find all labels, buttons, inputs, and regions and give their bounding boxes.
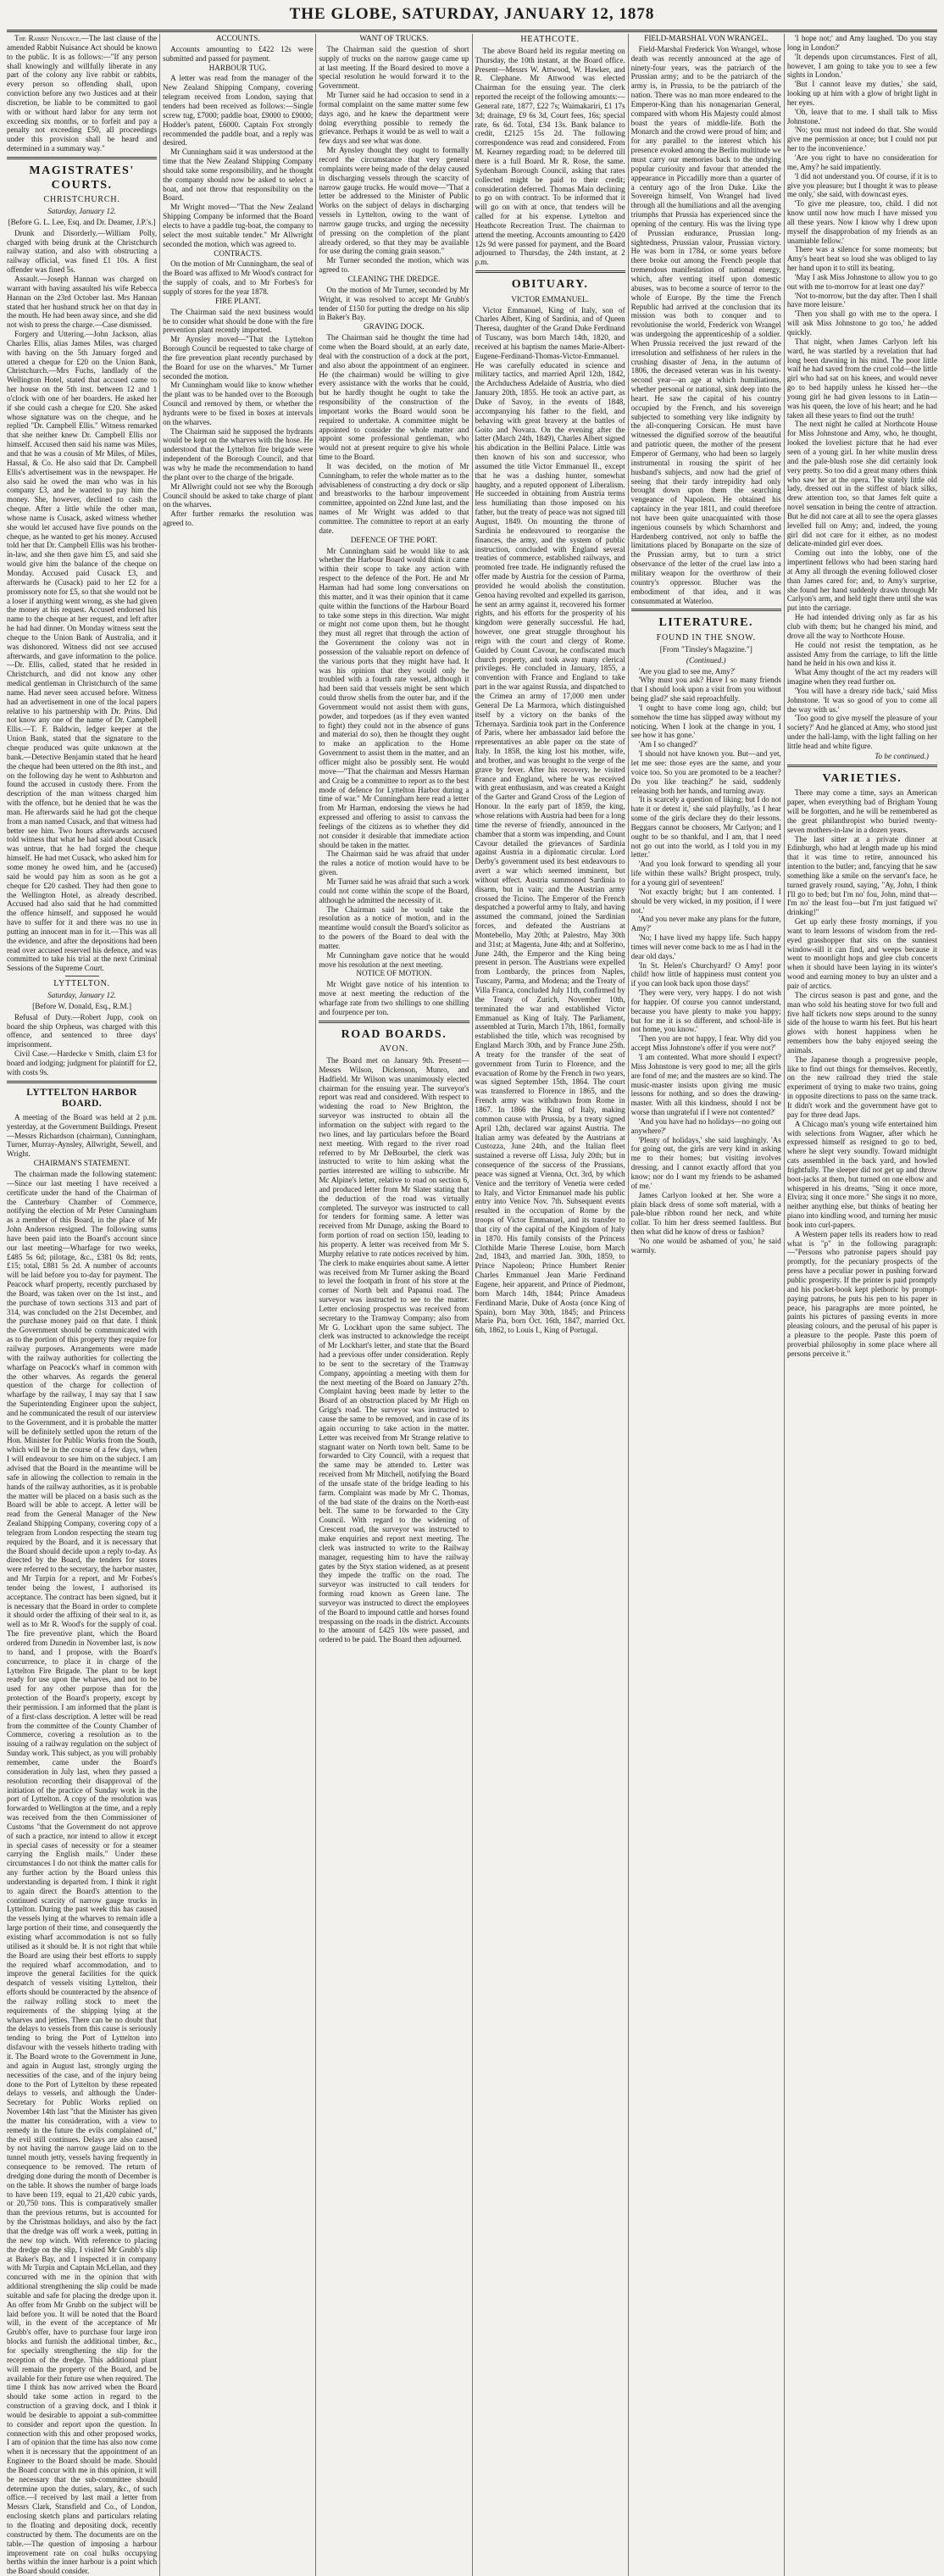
masthead: THE GLOBE, SATURDAY, JANUARY 12, 1878 <box>289 5 655 23</box>
separator <box>319 1021 469 1023</box>
to-be-continued: To be continued.) <box>875 751 929 760</box>
story-paragraph: 'I did not understand you. Of course, if it is to give you pleasure; but I thought it was to please me only,' she said, with downcast eyes. <box>786 171 937 199</box>
obituary-heading: OBITUARY. <box>511 278 589 292</box>
heathcote-paragraph: The above Board held its regular meeting on Thursday, the 10th instant, at the Board office. Present—Messrs W. Attwood, W. Hawker, and R. Clephane. Mr Attwood was elected Chairman for the ensuing year. The clerk reported the receipt of the following amounts:—General rate, 1877, £22 7s; Waimakariri, £1 17s 3d; drainage, £9 6s 3d, Court fees, 16s; special rate, 6s 6d. Total, £34 13s. Bank balance to credit, £2125 15s 2d. The following correspondence was read and considered. From M. Kearney regarding road; to be deferred till there is a full Board. Mr R. Rose, the same. Sydenham Borough Council, asking that rates collected might be paid to their credit; consideration deferred. Thomas Main declining to go on with contract. To be informed that it will go on with at once, that tenders will be called for at his expense. Lyttelton and Heathcote Recreation Trust. The chairman to attend the meeting. Accounts amounting to £420 12s 9d were passed for payment, and the Board adjourned to Thursday, the 24th instant, at 2 p.m. <box>475 46 625 267</box>
story-source: [From "Tinsley's Magazine."] <box>659 644 752 654</box>
story-paragraph: 'Why must you ask? Have I so many friends that I should look upon a visit from you without being glad?' she said reproachfully. <box>630 676 781 704</box>
fire-paragraph: The Chairman said he supposed the hydrants would be kept on the wharves with the hose. He understood that the Lyttelton fire brigade were independent of the Borough Council, and that was why he made the recommendation to hand the plant over to the charge of the brigade. <box>163 426 314 481</box>
story-paragraph: 'Not exactly bright; but I am contented. I should be very wicked, in my position, if I were not.' <box>630 887 781 915</box>
cleaning-dredge-heading: CLEANING THE DREDGE. <box>347 274 441 283</box>
column-5 <box>631 34 781 2576</box>
fire-paragraph: Mr Allwright could not see why the Borough Council should be asked to take charge of plant on the wharves. <box>163 481 314 509</box>
story-paragraph: 'In St. Helen's Churchyard? O Amy! poor child! how little of happiness must content you if you can look back upon those days!' <box>630 960 781 988</box>
harbor-board-heading: LYTTELTON HARBOR BOARD. <box>26 1087 137 1110</box>
wrangel-heading: FIELD-MARSHAL VON WRANGEL. <box>644 34 769 42</box>
story-paragraph: 'I hope not;' and Amy laughed. 'Do you stay long in London?' <box>786 34 937 52</box>
harbor-statement: The chairman made the following statement:—Since our last meeting I have received a certificate under the hand of the Chairman of the Canterbury Chamber of Commerce, notifying the election of Mr Peter Cunningham as a member of this Board, in the place of Mr John Anderson resigned. The following sums have been paid into the Board's account since our last meeting—Wharfage for two weeks, £485 5s 6d; pilotage, &c., £381 0s 8d; rents, £15; total, £881 5s 2d. A number of accounts will be laid before you to-day for payment. The Peacock wharf property, recently purchased by the Board, was taken over on the 1st inst., and the purchase of town sections 313 and part of 314, was concluded on the 21st December, and the purchase money paid on that date. I think the Government should be communicated with as to the portion of this property they require for railway purposes. Arrangements were made with the railway authorities for collecting the wharfage on Peacock's wharf in common with the other wharves. As regards the general question of the charge for collection of wharfage by the railway, I may say that I saw the Superintending Engineer upon the subject, and he communicated the result of our interview to the Government, and it is probable the matter will be definitely settled upon the return of the Hon. Minister for Public Works from the South, which will be in the course of a few days, when I will endeavour to see him on the subject. I am advised that the Board in the meantime will be safe in allowing the collection to remain in the hands of the railway authorities, as it is probable the matter will be placed on a basis such as the Board will be able to accept. A letter will be read from the General Manager of the New Zealand Shipping Company, covering copy of a telegram from London respecting the steam tug required by the Board, and it is necessary that the Board should decide upon a reply to-day. As directed by the Board, the tenders for stores were referred to the secretary, the harbor master, and Mr Turpin for a report, and Mr Forbes's tender being the lowest, I authorised its acceptance. The contract has been signed, but it is necessary that the Board in order to complete it should order the affixing of their seal to it, as well as to Mr R. Wood's for the supply of coal. The fire preventive plant, which the Board ordered from Dunedin in November last, is now to hand, and I propose, with the Board's concurrence, to place it in charge of the Lyttelton Fire Brigade. The plant to be kept ready for use upon the wharves, and not to be used for any other purpose than for the protection of the Board's property, except by their permission. I am informed that the plant is of a first-class description. A letter will be read from the committee of the County Chamber of Commerce, covering a resolution as to the issuing of a railway regulation on the subject of Sunday work. This subject, as you will probably remember, came under the Board's consideration in July last, when they passed a resolution recording their disapproval of the initiation of the practice of Sunday work in the port of Lyttelton. A copy of the resolution was forwarded to Wellington at the time, and a reply was received from the then Commissioner of Customs "that the Government do not approve of such a practice, nor intend to allow it except in special cases of necessity or for a steamer carrying the English mails." Under these circumstances I do not think the matter calls for any further action by the Board unless this understanding is departed from. I think it right to again direct the Board's attention to the continued scarcity of narrow gauge trucks in Lyttelton. During the past week this has caused the vessels lying at the wharves to remain idle a large portion of their time, and consequently the existing wharf accommodation is not so fully utilised as it should be. It is not right that while the Board are using their best efforts to supply the required wharf accommodation, and to improve the general facilities for the quick despatch of vessels visiting Lyttelton, their efforts should be counteracted by the absence of the railway rolling stock to meet the requirements of the shipping lying at the wharves and jetties. There can be no doubt that the delays to vessels from this cause is seriously tending to bring the Port of Lyttelton into disfavour with the vessels hitherto trading with it. The Board wrote to the Government in June, and again in August last, strongly urging the necessities of the case, and of the injury being done to the Port of Lyttelton by these repeated delays to vessels, and although the Under-Secretary for Public Works replied on November 14th last "that the Minister has given the matter his consideration, with a view to remedy in the future the evils complained of," the evil still continues. Delays are also caused by not having the narrow gauge laid on to the tunnel mouth jetty, vessels having frequently in consequence to be removed. The return of dredging done during the month of December is on the table. It shows the number of barge loads to have been 119, equal to 21,420 cubic yards, or 20,750 tons. This is comparatively smaller than the previous returns, but is accounted for by the Christmas holidays, and also by the fact that the dredge was off work a week, putting in the new top winch. With reference to placing the dredge on the slip, I visited Mr Grubb's slip at Baker's Bay, and I inspected it in company with Mr Turpin and Captain McLellan, and they concurred with me in the opinion that with additional strengthening the slip could be made suitable and safe for placing the dredge upon it. An offer from Mr Grubb on the subject will be laid before you. It will be noted that the Board will, in the event of the acceptance of Mr Grubb's offer, have to purchase four large iron blocks and furnish the additional timber, &c., for specially strengthening the slip for the reception of the dredge. This additional plant will remain the property of the Board, and be available for their future use when required. The time I think has now arrived when the Board should take some action in regard to the construction of a graving dock, and I think it would be desirable to appoint a sub-committee to consider and report upon the question. In connection with this and other proposed works, I am of opinion that the time has also now come when it is necessary that the appointment of an Engineer to the Board should be made. Should the Board concur with me in this opinion, it will be necessary that the sub-committee should determine upon the duties, salary, &c., of such office.—I received by last mail a letter from Messrs Clark, Stansfield and Co., of London, enclosing sketch plans and particulars relating to the floating and depositing dock, recently constructed by them. The documents are on the table.—The question of imposing a harbour improvement rate on coal hulks occupying berths within the inner harbour is a point which the Board should consider. <box>7 1169 158 2576</box>
fire-paragraph: The Chairman said the next business would be to consider what should be done with the fire prevention plant recently imported. <box>163 307 314 335</box>
newspaper-columns <box>7 34 937 2576</box>
story-paragraph: 'Not to-morrow, but the day after. Then I shall have more leisure.' <box>786 291 937 309</box>
story-paragraph: 'Oh, leave that to me. I shall talk to Miss Johnstone.' <box>786 107 937 125</box>
tug-paragraph: Mr Wright moved—"That the New Zealand Shipping Company be informed that the Board elects to have a paddle tug-boat, the company to select the most suitable tender." Mr Allwright seconded the motion, which was agreed to. <box>163 203 314 248</box>
dredge-paragraph: On the motion of Mr Turner, seconded by Mr Wright, it was resolved to accept Mr Grubb's tender of £150 for putting the dredge on his slip in Baker's Bay. <box>319 285 469 322</box>
avon-paragraph: The Board met on January 9th. Present—Messrs Wilson, Dickenson, Munro, and Hadfield. Mr Wilson was unanimously elected chairman for the ensuing year. The surveyor's report was read and considered. With respect to widening the road to New Brighton, the surveyor was instructed to obtain all the information on the subject with regard to the two lines, and lay particulars before the Board next meeting. With regard to the river road referred to by Mr DeBourbel, the clerk was instructed to write to him asking what the parties interested are willing to subscribe. Mr Mc Alpine's letter, relative to road on section 6, and produced letter from Mr Slater stating that the deduction of the road was virtually completed. The surveyor was instructed to call for tenders for forming same. A letter was received from Mr Dunage, asking the Board to form portion of road on section 150, leading to his property. A letter was received from Mr S. Murphy relative to rate notices received by him. The clerk to make enquiries about same. A letter was received from Mr Turner asking the Board to level the footpath in front of his store at the corner of North belt and Papanui road. The surveyor was instructed to see to the matter. Letter enclosing prospectus was received from secretary to the Tramway Company; also from Mr G. Lockhart upon the same subject. The clerk was instructed to acknowledge the receipt of Mr Lockhart's letter, and state that the Board had a previous offer under consideration. Reply to be sent to the secretary of the Tramway Company, appointing a meeting with them for the next meeting of the Board on January 27th. Complaint having been made by letter to the Board of an obstruction placed by Mr High on Grigg's road. The surveyor was instructed to cause the same to be removed, and in case of its again occurring to take action in the matter. Letter was received from Mr Strange relative to stagnant water on North town belt. Same to be forwarded to City Council, with a request that the same may be attended to. Letter was received from Mr Mitchell, notifying the Board of the unsafe state of the bridge leading to his farm. Complaint was made by Mr C. Thomas, of the bad state of the drains on the North-east belt. The same to be forwarded to the City Council. With regard to the widening of Crescent road, the surveyor was instructed to make enquiries and report next meeting. The clerk was instructed to write to the Railway manager, requesting him to have the railway gates by the Styx station widened, as at present they impede the traffic on the road. The surveyor was instructed to call tenders for forming road known as Green lane. The surveyor was instructed to direct the employees of the Board to impound cattle and horses found trespassing on the roads in the district. Accounts to the amount of £425 10s were passed, and ordered to be paid. The Board then adjourned. <box>319 1056 469 1644</box>
chairmans-statement-heading: CHAIRMAN'S STATEMENT. <box>33 1159 130 1168</box>
story-paragraph: 'Are you glad to see me, Amy?' <box>638 666 736 676</box>
lyttelton-subheading: LYTTELTON. <box>53 979 110 989</box>
trucks-paragraph: The Chairman said the question of short supply of trucks on the narrow gauge came up at last meeting. If the Board desired to move a special resolution he would forward it to the Government. <box>319 44 469 91</box>
story-paragraph: There was a silence for some moments; but Amy's heart beat so loud she was obliged to lay her hand upon it to still its beating. <box>786 245 937 273</box>
obituary-paragraph: Victor Emmanuel, King of Italy, son of Charles Albert, King of Sardinia, and of Queen Theresa, daughter of the Grand Duke Ferdinand of Tuscany, was born March 14th, 1820, and received at his baptism the names Marie-Albert-Eugene-Ferdinand-Thomas-Victor-Emmanuel. He was carefully educated in science and military tactics, and married April 12th, 1842, the Archduchess Adelaide of Austria, who died January 20th, 1855. He took an active part, as Duke of Savoy, in the events of 1848, accompanying his father to the field, and behaving with great bravery at the battles of Goito and Novara. On the evening after the latter (March 24th, 1849), Charles Albert signed his abdication in the Bellini Palace. Little was then known of his son and successor, who assumed the title Victor Emmanuel II., except that he was a dashing hunter, somewhat haughty, and a reputed opponent of Liberalism. He succeeded in obtaining from Austria terms less humiliating than those imposed on his father, but the treaty of peace was not signed till August, 1849. On mounting the throne of Sardinia he endeavoured to reorganise the finances, the army, and the system of public instruction, concluded with England several treaties of commerce, established railways, and promoted free trade. He indignantly refused the offer made by Austria for the cession of Parma, provided he would abolish the constitution. Genoa having revolted and expelled its garrison, he sent an army against it, recovered his former rights, and his efforts for the prosperity of his kingdom were generally successful. He had, however, one great struggle throughout his reign with the court and clergy of Rome. Guided by Count Cavour, he confiscated much church property, and took away many clerical privileges. He concluded in January, 1855, a convention with France and England to take part in the war against Russia, and dispatched to the Crimea an army of 17,000 men under General De La Marmora, which distinguished itself by a victory on the banks of the Tchernaya. Sardinia took part in the Conference of Paris, where her ambassador laid before the representatives an able paper on the state of Italy. In 1858, the king lost his mother, wife, and brother, and was brought to the verge of the grave by fever. After his recovery, he visited France and England, where he was received with great enthusiasm, and was created a Knight of the Garter and Grand Cross of the Legion of Honour. In the early part of 1859, the king, whose relations with Austria had been for a long time the reverse of friendly, announced in the chamber that a storm was impending, and Count Cavour detailed the grievances of Sardinia against Austria in a diplomatic circular. Lord Derby's government used its best endeavours to avert a war which seemed imminent, but without effect. Austria summoned Sardinia to disarm, but in vain; and the Austrian army crossed the Ticino. The Emperor of the French despatched a powerful army to Italy, and having assumed the command, joined the Sardinian forces, and defeated the Austrians at Montebello, May 20th; at Palestro, May 30th and 31st; at Magenta, June 4th; and at Solferino, June 24th, the Emperor and the King being present in person. The Austrians were expelled from Lombardy, the princes from Naples, Tuscany, Parma, and Modena; and the Treaty of Villa Franca, concluded July 11th, confirmed by the Treaty of Zurich, November 10th, terminated the war and established Victor Emmanuel as King of Italy. The Parliament, assembled at Turin, March 17th, 1861, formally established the title, which was recognised by England March 30th, and by France June 25th. A treaty for the transfer of the seat of government from Turin to Florence, and the evacuation of Rome by the French in two years, was signed September 15th, 1864. The court was transferred to Florence in 1865, and the French army was withdrawn from Rome in 1867. In 1866 the King of Italy, making common cause with Prussia, by a treaty signed April 12th, declared war against Austria. The Italian army was defeated by the Austrians at Custozza, June 24th, and the Italian fleet sustained a reverse off Lissa, July 20th; but in consequence of the success of the Prussians, peace was signed at Vienna, Oct. 3rd, by which Venice and the territory of Venetia were ceded to Italy, and Victor Emmanuel made his public entry into Venice Nov. 7th. Subsequent events resulted in the occupation of Rome by the troops of Victor Emmanuel, and its transfer to that city of the capital of the Kingdom of Italy in 1870. His family consists of the Princess Clothilde Marie Therese Louise, born March 2nd, 1843, and married Jan. 30th, 1859, to Prince Napoleon; Prince Humbert Renier Charles Emmanuel Jean Marie Ferdinand Eugene, heir apparent, and Prince of Piedmont, born March 14th, 1844; Prince Amadeus Ferdinand Marie, Duke of Aosta (once King of Spain), born May 30th, 1845; and Princess Marie Pia, born Oct. 16th, 1847, married Oct. 6th, 1862, to Louis I., King of Portugal. <box>475 305 625 1335</box>
story-paragraph: 'I am contented. What more should I expect? Miss Johnstone is very good to me; all the girls are fond of me; and the masters are so kind. The music-master insists upon giving me music lessons for nothing, and so does the drawing-master. With all this kindness, should I not be worse than ungrateful if I were not contented?' <box>630 1053 781 1117</box>
accounts-heading: ACCOUNTS. <box>215 34 260 42</box>
christchurch-subheading: CHRISTCHURCH. <box>43 195 120 205</box>
story-paragraph: 'But I cannot leave my duties,' she said, looking up at him with a glow of bright light in her eyes. <box>786 80 937 107</box>
fire-paragraph: Mr Aynsley moved—"That the Lyttelton Borough Council be requested to take charge of the fire prevention plant recently purchased by the Board for use on the wharves." Mr Turner seconded the motion. <box>163 335 314 381</box>
column-2 <box>163 34 313 2576</box>
literature-heading: LITERATURE. <box>658 616 754 630</box>
column-3 <box>319 34 469 2576</box>
court-paragraph: Forgery and Uttering.—John Jackson, alias Charles Ellis, alias James Miles, was charged with having on the 5th January forged and uttered a cheque for £20 on the Union Bank, Christchurch.—Mrs Fuchs, landlady of the Wellington Hotel, stated that accused came to her house on the 5th inst. between 12 and 1 o'clock with one of her boarders. He asked her if she could cash a cheque for £20. She asked whose signature was on the cheque, and he replied "Dr. Campbell Ellis." Witness remarked that she neither knew Dr. Campbell Ellis nor himself. Accused then said his name was Miles, and that he was a cousin of Mr Miles, of Miles, Hassal, & Co. He also said that Dr. Campbell Ellis's advertisement was in the newspaper. He also said he owed the man who was in his company £3, and he wanted to pay him the money. She, however, declined to cash the cheque. After a little while the other man, whose name is Cusack, asked witness whether she would let accused have five pounds on the cheque, as he wanted to get his money. Accused told her that Dr. Campbell Ellis was his brother-in-law, and she then gave him £5, and said she would give him the balance of the cheque on Monday. Accused paid Cusack £3, and afterwards he (Cusack) paid to her £2 for a promissory note for £5, so that she would not be a loser if anything went wrong, as she had given the money at his request. Accused endorsed his name to the cheque at her request, and left after he had had dinner. On Monday witness sent the cheque to the Union Bank of Australia, and it was dishonored. Witness did not see accused afterwards, and gave information to the police.—Dr. Ellis, called, stated that he resided in Christchurch, and did not know any other medical gentleman in Christchurch of the same name. Had never seen accused before. Witness had an advertisement in one of the local papers relative to his partnership with Dr. Prins. Did not know any one of the name of Dr. Campbell Ellis.—T. F. Baldwin, ledger keeper at the Union Bank, stated that the signature to the cheque produced was quite unknown at the bank.—Detective Benjamin stated that he heard the cheque had been uttered on the 8th inst., and on the following day he went to Ashburton and found the accused in custody there. From the description of the man witness charged him with the offence, but he denied that he was the man. He afterwards said he had got the cheque from a man named Cusack, and that witness had better see him. Two hours afterwards accused told witness that what he had said about Cusack was untrue, that he had forged the cheque himself. He had met Cusack, who asked him for some money he owed him, and he (accused) said he would pay him as soon as he got a cheque for £20 cashed. They had then gone to the Wellington Hotel, as already described. Accused had also said that he had committed the offence himself, and supposed he would have to suffer for it and there was no use in putting an innocent man in for it.—This was all the evidence, and after the depositions had been read over accused reserved his defence, and was committed to take his trial at the next Criminal Sessions of the Supreme Court. <box>7 330 158 973</box>
story-paragraph: 'They were very, very happy. I do not wish for happier. Of course you cannot understand, because you have plenty to make you happy; but for me it is so different, and school-life is not home, you know.' <box>630 988 781 1034</box>
story-paragraph: He had intended driving only as far as his club with them; but he changed his mind, and drove all the way to Northcote House. <box>786 613 937 640</box>
accounts-paragraph: Accounts amounting to £422 12s were submitted and passed for payment. <box>163 44 314 63</box>
defence-paragraph: Mr Turner said he was afraid that such a work could not come within the scope of the Board, although he admitted the necessity of it. <box>319 876 469 904</box>
fire-paragraph: Mr Cunningham would like to know whether the plant was to be handed over to the Borough Council and removed by them, or whether the hydrants were to be fixed in boxes at intervals on the wharves. <box>163 381 314 426</box>
rabbit-nuisance-paragraph <box>7 34 157 153</box>
court-paragraph: Civil Case.—Hardecke v Smith, claim £3 for board and lodging; judgment for plaintiff for £2, with costs 9s. <box>7 1049 158 1077</box>
story-paragraph: 'No; I have lived my happy life. Such happy times will never come back to me as I had in the dear old days.' <box>630 933 781 960</box>
magistrates-heading: MAGISTRATES' COURTS. <box>29 164 135 192</box>
story-paragraph: The next night he called at Northcote House for Miss Johnstone and Amy, who, he thought, looked the loveliest picture that he had ever seen of a young girl. In her white muslin dress and the pale-blush rose she did certainly look very pretty. So too did a great many others think who saw her at the opera. The stately little old lady, dressed out in the stiffest of black silks, drew attention too, so that James felt quite a novel sensation in being the centre of attraction. But he did not care at all to see the opera glasses levelled full on Amy; and, indeed, the young girl did not care for it either, as no modest delicate-minded girl ever does. <box>786 420 937 548</box>
fire-plant-heading: FIRE PLANT. <box>215 296 261 305</box>
variety-paragraph: Get up early these frosty mornings, if you want to learn lessons of wisdom from the red-eyed grasshopper that sits on the sunniest window-sill it can find, and weeps because it went to moonlight hops and glee club concerts when it should have been laying in its winter's wood and earning money to buy an ulster and a pair of arctics. <box>786 917 937 990</box>
fire-paragraph: After further remarks the resolution was agreed to. <box>163 509 314 528</box>
defence-paragraph: Mr Cunningham gave notice that he would move his resolution at the next meeting. <box>319 950 469 969</box>
story-paragraph: 'Then you are not happy, I fear. Why did you accept Miss Johnstone's offer if you were not?' <box>630 1034 781 1053</box>
trucks-paragraph: Mr Turner said he had occasion to send in a formal complaint on the same matter some few days ago, and he knew the department were doing everything possible to remedy the grievance. Perhaps it would be as well to wait a few days and see what was done. <box>319 91 469 146</box>
story-paragraph: 'You will have a dreary ride back,' said Miss Johnstone. 'It was so good of you to come all the way with us.' <box>786 686 937 714</box>
separator <box>631 609 781 611</box>
story-paragraph: 'May I ask Miss Johnstone to allow you to go out with me to-morrow for at least one day?' <box>786 272 937 291</box>
lyttelton-date: Saturday, January 12. <box>47 990 116 999</box>
lyttelton-bench: [Before W. Donald, Esq., R.M.] <box>32 1001 132 1010</box>
variety-paragraph: There may come a time, says an American paper, when everything bad of Brigham Young will be forgotten, and he will be remembered as the great philanthropist who buried twenty-seven mothers-in-law in a dozen years. <box>786 788 937 834</box>
masthead-rule <box>7 30 937 31</box>
defence-heading: DEFENCE OF THE PORT. <box>350 535 438 544</box>
story-paragraph: 'It is scarcely a question of liking; but I do not hate it or detest it,' she said playfully, 'as I hear some of the girls declare they do their lessons. Beggars cannot be choosers, Mr Carlyon; and I ought to be so thankful, and I am, that I need not go out into the world, as I told you in my letter.' <box>630 795 781 860</box>
story-continued: (Continued.) <box>686 655 726 665</box>
story-paragraph: He could not resist the temptation, as he assisted Amy from the carriage, to lift the little hand he held in his own and kiss it. <box>786 640 937 668</box>
column-6 <box>787 34 937 2576</box>
heathcote-subheading: HEATHCOTE. <box>520 35 580 44</box>
story-paragraph: James Carlyon looked at her. She wore a plain black dress of some soft material, with a pale-blue ribbon round her neck, and white collar. To him her dress seemed faultless. But then what did he know of dress or fashion? <box>630 1190 781 1237</box>
rabbit-lead: The Rabbit Nuisance.— <box>14 34 89 42</box>
notice-paragraph: Mr Wright gave notice of his intention to move at next meeting the reduction of the wharfage rate from two shillings to one shilling and fourpence per ton. <box>319 980 469 1016</box>
story-paragraph: That night, when James Carlyon left his ward, he was startled by a revelation that had long been dawning in his mind. The poor little waif he had saved from the cruel cold—the little girl who had sat on his knees, and would never go to bed happily unless he kissed her—the young girl he had given lessons to in Latin—was his queen, the love of his heart; and he had taken all these years to find out the truth! <box>786 337 937 420</box>
tug-paragraph: Mr Cunningham said it was understood at the time that the New Zealand Shipping Company should take some responsibility, and he thought the company should now be asked to select a boat, and not throw that responsibility on the Board. <box>163 147 314 203</box>
graving-paragraph: It was decided, on the motion of Mr Cunningham, to refer the whole matter as to the advisableness of constructing a dry dock or slip and breastworks to the harbour improvement committee, appointed on 22nd June last, and the names of Mr Wright was added to that committee. The committee to report at an early date. <box>319 461 469 535</box>
court-paragraph: Assault.—Joseph Hannan was charged on warrant with having assaulted his wife Rebecca Hannan on the 23rd October last. Mrs Hannan stated that her husband struck her on that day in the mouth. He had been away since, and she did not wish to press the charge.—Case dismissed. <box>7 274 158 330</box>
story-paragraph: 'No; you must not indeed do that. She would give me permission at once; but I could not put her to the inconvenience.' <box>786 125 937 153</box>
christchurch-bench: [Before G. L. Lee, Esq. and Dr. Deamer, J.P.'s.] <box>8 217 156 226</box>
masthead-rule-lower <box>7 31 937 32</box>
variety-paragraph: The last sitter at a private dinner at Edinburgh, who had at length made up his mind that it was time to retire, announced his intention to the butler; and, fancying that he saw something like a smile on the servant's face, he turned gravely round, saying, "Ay, John, I think I'll go to bed; but I'm no' fou, John, mind that—I'm no' the least fou—but I'm just fatigued wi' drinking!" <box>786 834 937 917</box>
column-1 <box>7 34 157 2576</box>
varieties-heading: VARIETIES. <box>822 771 902 785</box>
story-paragraph: 'No one would be ashamed of you,' he said warmly. <box>630 1236 781 1255</box>
graving-paragraph: The Chairman said he thought the time had come when the Board should, at an early date, deal with the construction of a dock at the port, and also about the appointment of an engineer. He (the chairman) would be willing to give every assistance with the works that he could, but he hardly thought he ought to take the responsibility of the construction of the important works the Board would soon be required to undertake. A committee might be appointed to consider the whole matter and appoint some professional gentleman, who would not at present require to give his whole time to the Board. <box>319 333 469 462</box>
separator <box>7 1081 157 1083</box>
court-paragraph: Drunk and Disorderly.—William Polly, charged with being drunk at the Christchurch railway station, and also with obstructing a railway official, was fined £1 10s. A first offender was fined 5s. <box>7 228 158 275</box>
trucks-paragraph: Mr Aynsley thought they ought to formally record the circumstance that very general complaints were being made of the delay caused in discharging vessels through the scarcity of narrow gauge trucks. He would move—"That a letter be addressed to the Minister of Public Works on the subject of delays in discharging vessels in Lyttelton, owing to the want of narrow gauge trucks, and urging the necessity of pressing on the completion of the plant already ordered, so that they may be available for use during the coming grain season." <box>319 146 469 256</box>
variety-paragraph: A Western paper tells its readers how to read what is "p" in the following paragraph:—"Persons who patronise papers should pay promptly, for the pecuniary prospects of the press have a peculiar power in pushing forward public prosperity. If the printer is paid promptly and his pocket-book kept plethoric by prompt-paying patrons, he puts his pen to his paper in peace, his paragraphs are more pointed, he paints his pictures of passing events in more pleasing colours, and the perusal of his paper is a pleasure to the people. Paste this poem of proverbial philosophy in some place where all persons perceive it." <box>786 1229 937 1358</box>
notice-of-motion-heading: NOTICE OF MOTION. <box>356 969 432 978</box>
defence-paragraph: The Chairman said he would take the resolution as a notice of motion, and in the meantime would consult the Board's solicitor as to the powers of the Board to deal with the matter. <box>319 904 469 950</box>
variety-paragraph: The circus season is past and gone, and the man who sold his heating stove for two full and five half tickets now steps around to the sunny side of the house to warm his feet. But his heart glows with honest happiness when he remembers how the baby enjoyed seeing the animals. <box>786 990 937 1054</box>
story-paragraph: 'And you look forward to spending all your life within these walls? Bright prospect, truly, for a young girl of seventeen!' <box>630 860 781 887</box>
trucks-paragraph: Mr Turner seconded the motion, which was agreed to. <box>319 256 469 275</box>
defence-paragraph: Mr Cunningham said he would like to ask whether the Harbour Board would think it came within their scope to take any action with respect to the defence of the Port. He and Mr Harman had had some long conversations on this matter, and it was their opinion that it came quite within the functions of the Harbour Board to take some steps in this direction. War might or might not come upon them, but he thought they must all regret that through the action of the Government the colony was not in possession of the valuable report on defence of the various ports that they might have had. It was his opinion that they would only be troubled with a fourth rate vessel, although it had been said that vessels might be sent which could throw shells from the outer bar, and if the Government would not assist them with guns, powder, and torpedoes (as if they even wanted to fight) they could not in the absence of guns and material do so), then he thought they ought to make an application to the Home Government to assist them in the matter, and an officer might also be possibly sent. He would move—"That the chairman and Messrs Harman and Craig be a committee to report as to the best mode of defence for Lyttelton Harbor during a time of war." Mr Cunningham here read a letter from Mr Harman, endorsing the views he had expressed and offering to assist to canvass the feelings of the citizens as to whether they did not consider it desirable that immediate action should be taken in the matter. <box>319 546 469 849</box>
wrangel-paragraph: Field-Marshal Frederick Von Wrangel, whose death was recently announced at the age of ninety-four years, was the patriarch of the Prussian army; and to be the patriarch of the army is, in Prussia, to be the patriarch of the nation. There was no man more endeared to the Emperor-King than his nonagenarian General, compared with whom His Majesty could almost boast the years of middle-life. Both the Monarch and the crowd were proud of him; and for any parallel to the interest which his presence evoked among the Berlin multitude we must carry our memories back to the undying popular curiosity and favour that attended the appearance in Piccadilly more than a quarter of a century ago of the Iron Duke. Like the Sovereign himself, Von Wrangel had lived through all the humiliations and all the avenging triumphs that Prussia has experienced since the opening of the century. His was the living type of Prussian endurance, Prussian long-sightedness, Prussian valour, Prussian victory. He was born in 1784, or some years before there broke out among the French people that tremendous manifestation of national energy, which, after venting itself upon domestic abuses, was to become a source of terror to the whole of Europe. By the time the French Republic had arrived at the conclusion that its mission was both to conquer and to revolutionise the world, Frederick von Wrangel was undergoing the apprenticeship of a soldier. When Prussia received the just reward of the irresolution and selfishness of her rulers in the crushing disaster of Jena, in the autumn of 1806, the deceased veteran was in his twenty-second year—an age at which humiliations, whether personal or national, sink deep into the heart. He saw the capital of his country occupied by the French, and his sovereign subjected to something very like indignity by the all-conquering Corsican. He must have witnessed the dignified sorrow of the beautiful and patriotic queen, the mother of the present Emperor of Germany, who had been so largely instrumental in rousing the spirit of her husband's subjects, and now had the grief of seeing that their tardy intrepidity had only brought down upon them the searching vengeance of Napoleon. He obtained his captaincy in the year 1811, and could therefore not have been quite unacquainted with those ingenious counsels by which Scharnhorst and Hardenberg contrived, not only to baffle the limitations placed by Bonaparte on the size of the Prussian army, but to turn a strict observance of the letter of the cruel law into a military weapon for the overthrow of their country's oppressor. Blucher was the embodiment of that idea, and it was consummated at Waterloo. <box>630 44 781 605</box>
story-paragraph: 'And you have had no holidays—no going out anywhere?' <box>630 1116 781 1135</box>
separator <box>7 157 157 159</box>
story-paragraph: What Amy thought of the act my readers will imagine when they read further on. <box>786 668 937 687</box>
victor-emmanuel-heading: VICTOR EMMANUEL. <box>511 294 589 303</box>
christchurch-date: Saturday, January 12. <box>47 206 116 215</box>
story-paragraph: 'I ought to have come long ago, child; but somehow the time has slipped away without my noticing. When I look at the change in you, I see how it has gone.' <box>630 703 781 740</box>
tug-paragraph: A letter was read from the manager of the New Zealand Shipping Company, covering telegram received from London, saying that tenders had been received as follows:—Single screw tug, £7000; paddle boat, £9000 to £9000; Hodder's patent, £6000. Captain Fox strongly recommended the paddle boat, and a reply was desired. <box>163 74 314 147</box>
rabbit-body: The last clause of the amended Rabbit Nuisance Act should be known to the public. It is as follows:—"If any person shall knowingly and willfully liberate in any part of the colony any live rabbit or rabbits, every person so offending shall, upon conviction before any two Justices and at their discretion, be liable to be committed to gaol with or without hard labor for any term not exceeding six months, or to forfeit and pay a penalty not exceeding £50, all proceedings under this provision shall be heard and determined in a summary way." <box>7 34 158 153</box>
harbour-tug-heading: HARBOUR TUG. <box>208 63 267 72</box>
separator <box>475 270 625 273</box>
graving-dock-heading: GRAVING DOCK. <box>364 322 425 331</box>
story-paragraph: 'It depends upon circumstances. First of all, however, I am going to take you to see a few sights in London.' <box>786 52 937 80</box>
defence-paragraph: The Chairman said he was afraid that under the rules a notice of motion would have to be given. <box>319 849 469 877</box>
separator <box>787 765 937 767</box>
story-title: FOUND IN THE SNOW. <box>656 632 756 643</box>
story-paragraph: Coming out into the lobby, one of the impertinent fellows who had been staring hard at Amy all through the evening followed closer than James cared for; and, to Amy's surprise, she found her hand suddenly drawn through Mr Carlyon's arm, and held tight there until she was put into the carriage. <box>786 548 937 613</box>
story-paragraph: 'Then you shall go with me to the opera. I will ask Miss Johnstone to go too,' he added quickly. <box>786 309 937 337</box>
contracts-paragraph: On the motion of Mr Cunningham, the seal of the Board was affixed to Mr Wood's contract for the supply of coals, and to Mr Forbes's for supply of stores for the year 1878. <box>163 259 314 296</box>
want-of-trucks-heading: WANT OF TRUCKS. <box>359 34 429 42</box>
story-paragraph: 'Am I so changed?' <box>638 740 698 749</box>
story-paragraph: 'Are you right to have no consideration for me, Amy? he said impatiently. <box>786 153 937 171</box>
story-paragraph: 'To give me pleasure, too, child. I did not know until now how much I have missed you all these years. Now I know why I drew upon myself the disapprobation of my friends as an unamiable fellow.' <box>786 199 937 245</box>
story-paragraph: 'I should not have known you. But—and yet, let me see: those eyes are the same, and your voice too. So you are promoted to be a teacher? Do you like teaching?' he said, suddenly releasing both her hands, and turning away. <box>630 749 781 795</box>
story-paragraph: 'Plenty of holidays,' she said laughingly. 'As for going out, the girls are very kind in asking me to their homes; but visiting involves dressing, and I cannot exactly afford that you know; nor do I want my friends to be ashamed of me.' <box>630 1135 781 1190</box>
story-paragraph: 'And you never make any plans for the future, Amy?' <box>630 915 781 933</box>
road-boards-heading: ROAD BOARDS. <box>341 1027 447 1041</box>
harbor-intro: A meeting of the Board was held at 2 p.m. yesterday, at the Government Buildings. Present—Messrs Richardson (chairman), Cunningham, Turner, Murray-Aynsley, Allwright, Sewell, and Wright. <box>7 1112 158 1159</box>
contracts-heading: CONTRACTS. <box>214 248 263 258</box>
column-4 <box>475 34 625 2576</box>
avon-subheading: AVON. <box>379 1044 408 1054</box>
court-paragraph: Refusal of Duty.—Robert Jupp, cook on board the ship Orpheus, was charged with this offence, and sentenced to three days' imprisonment. <box>7 1012 158 1049</box>
variety-paragraph: A Chicago man's young wife entertained him with selections from Wagner, after which he expressed himself as resigned to go to bed, where he slept very soundly. Toward midnight cats assembled in the back yard, and howled frightfully. The sleeper did not get up and throw boot-jacks at them, but turned on one elbow and whispered in his dreams, "Sing it once more, Elvira; sing it once more." She sings it no more, neither anything else, but thinks of beating her piano into kindling wood, and turning her music book into curl-papers. <box>786 1119 937 1229</box>
story-paragraph: 'Too good to give myself the pleasure of your society?' And he glanced at Amy, who stood just under the hall-lamp, with the light falling on her little head and white figure. <box>786 714 937 750</box>
variety-paragraph: The Japanese though a progressive people, like to find out things for themselves. Recently, on the new railroad they tried the stale experiment of trying to make two trains, going in opposite directions to pass on the same track. It didn't work and the government have got to pay for three dead Japs. <box>786 1054 937 1119</box>
